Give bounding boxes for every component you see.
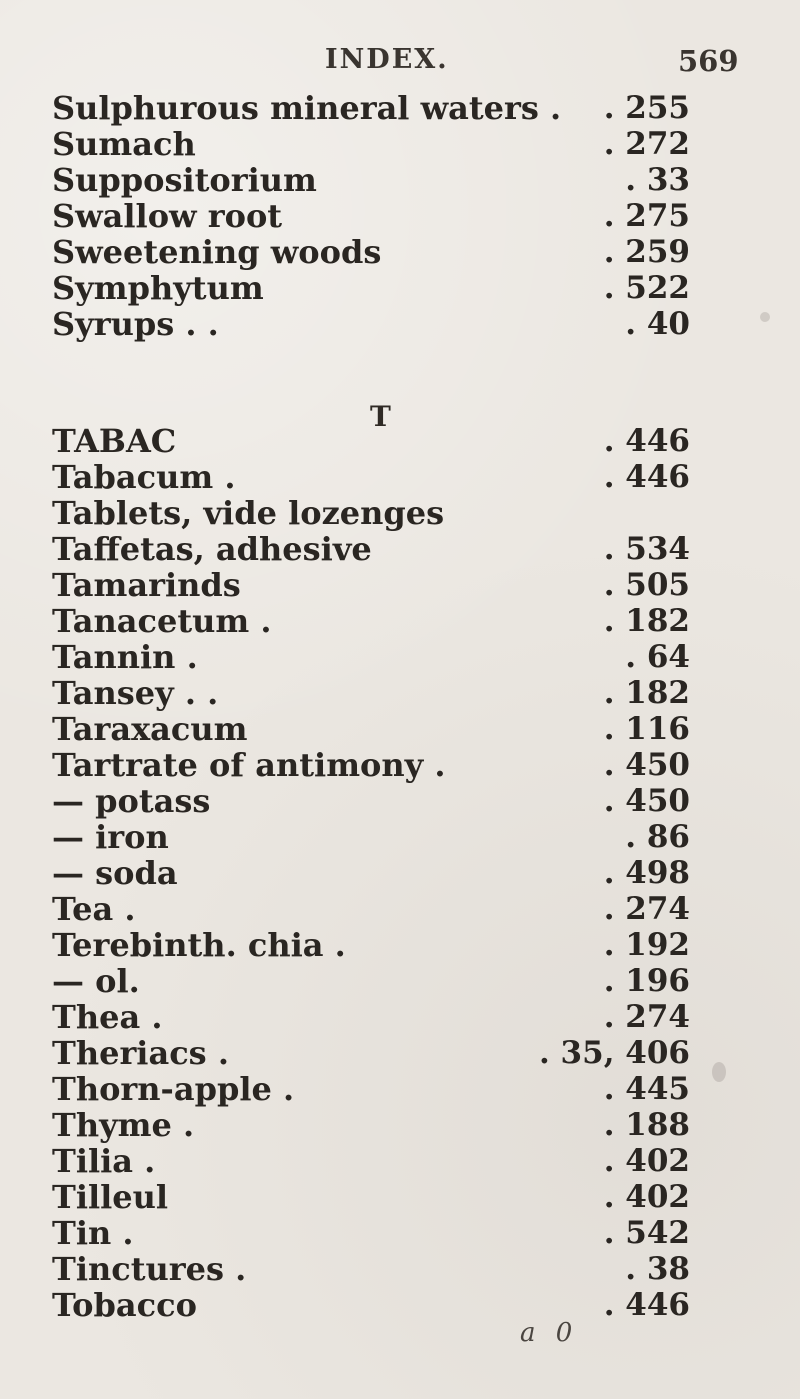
entry-term: Theriacs . bbox=[52, 1034, 229, 1072]
index-entry bbox=[0, 855, 800, 891]
entry-page: . 275 bbox=[603, 198, 690, 234]
entry-page: . 196 bbox=[603, 963, 690, 999]
entry-page: . 86 bbox=[625, 819, 690, 855]
entry-term: Thea . bbox=[52, 998, 163, 1036]
ink-smudge bbox=[712, 1062, 726, 1082]
entry-page: . 272 bbox=[603, 126, 690, 162]
index-entry bbox=[0, 639, 800, 675]
index-entry bbox=[0, 1071, 800, 1107]
entry-term: Tanacetum . bbox=[52, 602, 272, 640]
index-entry bbox=[0, 162, 800, 198]
index-entry bbox=[0, 1179, 800, 1215]
entry-term: Tablets, vide lozenges bbox=[52, 494, 445, 532]
entry-page: . 498 bbox=[603, 855, 690, 891]
index-entry bbox=[0, 459, 800, 495]
entry-term: Taraxacum bbox=[52, 710, 248, 748]
index-entry bbox=[0, 126, 800, 162]
footer-note: a 0 bbox=[520, 1318, 579, 1348]
entry-page: . 542 bbox=[603, 1215, 690, 1251]
entry-page: . 505 bbox=[603, 567, 690, 603]
index-entry bbox=[0, 1143, 800, 1179]
index-entry bbox=[0, 963, 800, 999]
index-entry bbox=[0, 495, 800, 531]
entry-page: . 64 bbox=[625, 639, 690, 675]
index-entry bbox=[0, 603, 800, 639]
entry-term: Syrups . . bbox=[52, 305, 219, 343]
entry-term: Tabacum . bbox=[52, 458, 236, 496]
index-entry bbox=[0, 198, 800, 234]
entry-page: . 402 bbox=[603, 1179, 690, 1215]
entry-page: . 446 bbox=[603, 423, 690, 459]
entry-term: Sumach bbox=[52, 125, 196, 163]
entry-term: Tartrate of antimony . bbox=[52, 746, 446, 784]
entry-term: — iron bbox=[52, 818, 169, 856]
entry-page: . 445 bbox=[603, 1071, 690, 1107]
entry-term: Tinctures . bbox=[52, 1250, 247, 1288]
entry-page: . 116 bbox=[603, 711, 690, 747]
index-entry bbox=[0, 270, 800, 306]
entry-page: . 40 bbox=[625, 306, 690, 342]
entry-term: — potass bbox=[52, 782, 211, 820]
entry-term: Terebinth. chia . bbox=[52, 926, 346, 964]
index-entry bbox=[0, 1107, 800, 1143]
entry-term: Sweetening woods bbox=[52, 233, 382, 271]
entry-term: — ol. bbox=[52, 962, 140, 1000]
index-entry bbox=[0, 1035, 800, 1071]
entry-page: . 182 bbox=[603, 675, 690, 711]
ink-smudge bbox=[760, 312, 770, 322]
entry-page: . 33 bbox=[625, 162, 690, 198]
entry-term: — soda bbox=[52, 854, 178, 892]
entry-term: Swallow root bbox=[52, 197, 283, 235]
entry-term: Tilleul bbox=[52, 1178, 169, 1216]
index-entry bbox=[0, 1215, 800, 1251]
index-entry bbox=[0, 675, 800, 711]
entry-page: . 192 bbox=[603, 927, 690, 963]
index-entry bbox=[0, 306, 800, 342]
header-title: INDEX. bbox=[325, 44, 449, 75]
entry-term: Sulphurous mineral waters . bbox=[52, 89, 562, 127]
entry-page: . 534 bbox=[603, 531, 690, 567]
entry-page: . 188 bbox=[603, 1107, 690, 1143]
entry-page: . 38 bbox=[625, 1251, 690, 1287]
entry-term: Thyme . bbox=[52, 1106, 195, 1144]
index-entry bbox=[0, 783, 800, 819]
entry-page: . 182 bbox=[603, 603, 690, 639]
entry-term: Tilia . bbox=[52, 1142, 156, 1180]
entry-page: . 446 bbox=[603, 459, 690, 495]
entry-term: Tin . bbox=[52, 1214, 134, 1252]
entry-page: . 450 bbox=[603, 783, 690, 819]
entry-term: Taffetas, adhesive bbox=[52, 530, 372, 568]
index-entry bbox=[0, 531, 800, 567]
entry-page: . 255 bbox=[603, 90, 690, 126]
entry-term: Tannin . bbox=[52, 638, 198, 676]
entry-term: Tea . bbox=[52, 890, 136, 928]
entry-page: . 35, 406 bbox=[538, 1035, 690, 1071]
page-header bbox=[0, 44, 800, 80]
index-entry bbox=[0, 1251, 800, 1287]
index-entry bbox=[0, 234, 800, 270]
entry-page: . 274 bbox=[603, 999, 690, 1035]
index-entry bbox=[0, 819, 800, 855]
entry-term: Tamarinds bbox=[52, 566, 241, 604]
index-entry bbox=[0, 711, 800, 747]
index-entry bbox=[0, 927, 800, 963]
entry-term: Symphytum bbox=[52, 269, 264, 307]
index-entry bbox=[0, 1287, 800, 1323]
entry-term: TABAC bbox=[52, 422, 177, 460]
entry-page: . 274 bbox=[603, 891, 690, 927]
entry-page: . 450 bbox=[603, 747, 690, 783]
entry-term: Thorn-apple . bbox=[52, 1070, 295, 1108]
index-entry bbox=[0, 90, 800, 126]
entry-term: Tansey . . bbox=[52, 674, 219, 712]
section-letter: T bbox=[370, 400, 391, 433]
index-entry bbox=[0, 747, 800, 783]
entry-page: . 446 bbox=[603, 1287, 690, 1323]
entry-page: . 402 bbox=[603, 1143, 690, 1179]
header-page-number: 569 bbox=[678, 44, 739, 78]
entry-term: Suppositorium bbox=[52, 161, 317, 199]
index-entry bbox=[0, 891, 800, 927]
index-entry bbox=[0, 567, 800, 603]
index-entry bbox=[0, 423, 800, 459]
entry-term: Tobacco bbox=[52, 1286, 197, 1324]
entry-page: . 522 bbox=[603, 270, 690, 306]
index-entry bbox=[0, 999, 800, 1035]
entry-page: . 259 bbox=[603, 234, 690, 270]
